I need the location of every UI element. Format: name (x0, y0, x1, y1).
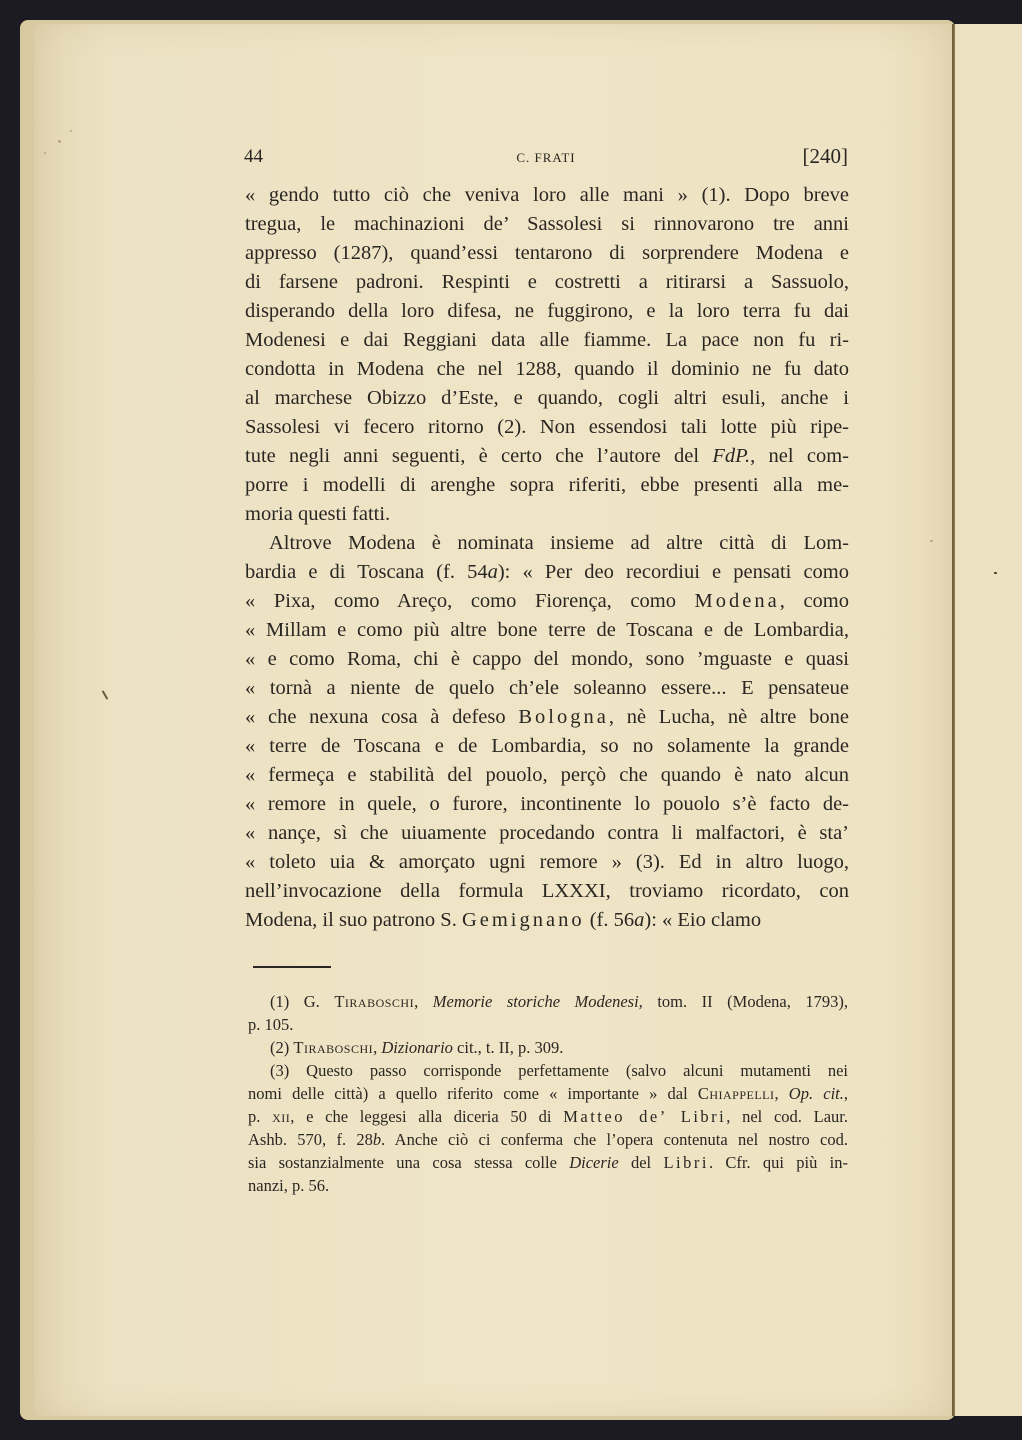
text-line: di farsene padroni. Respinti e costretti a ritirarsi a Sassuolo, (245, 271, 849, 293)
text-line: tute negli anni seguenti, è certo che l’autore del FdP., nel com- (245, 445, 849, 467)
text-line: « Pixa, como Areço, como Fiorença, como Modena, como (245, 590, 849, 612)
text-line: « tornà a niente de quelo ch’ele soleanno essere... E pensateue (245, 677, 849, 699)
original-page-number: [240] (802, 144, 848, 168)
footnote-line: p. xii, e che leggesi alla diceria 50 di Matteo de’ Libri, nel cod. Laur. (248, 1107, 849, 1126)
text-line: « Millam e como più altre bone terre de Toscana e de Lombardia, (245, 619, 849, 641)
text-line: tregua, le machinazioni de’ Sassolesi si rinnovarono tre anni (245, 213, 849, 235)
footnotes (248, 990, 848, 1197)
text-line: « toleto uia & amorçato ugni remore » (3). Ed in altro luogo, (245, 851, 849, 873)
footnote-line: p. 105. (248, 1015, 294, 1034)
footnote-line: Ashb. 570, f. 28b. Anche ciò ci conferma che l’opera contenuta nel nostro cod. (248, 1130, 848, 1149)
running-head (244, 146, 848, 176)
text-line: nell’invocazione della formula LXXXI, troviamo ricordato, con (245, 880, 849, 902)
footnote-line: nomi delle città) a quello riferito come « importante » dal Chiappelli, Op. cit., (248, 1084, 848, 1103)
text-line: « fermeça e stabilità del pouolo, perçò che quando è nato alcun (245, 764, 849, 786)
text-line: Altrove Modena è nominata insieme ad altre città di Lom- (269, 532, 849, 554)
text-line: al marchese Obizzo d’Este, e quando, cogli altri esuli, anche i (245, 387, 849, 409)
text-line: « remore in quele, o furore, incontinente lo pouolo s’è facto de- (245, 793, 849, 815)
main-text (245, 181, 849, 935)
text-line: « gendo tutto ciò che veniva loro alle mani » (1). Dopo breve (245, 184, 849, 206)
footnote-line: (1) G. Tiraboschi, Memorie storiche Modenesi, tom. II (Modena, 1793), (270, 992, 849, 1011)
footnote-line: sia sostanzialmente una cosa stessa colle Dicerie del Libri. Cfr. qui più in- (248, 1153, 848, 1172)
footnote-line: nanzi, p. 56. (248, 1176, 330, 1195)
text-line: Sassolesi vi fecero ritorno (2). Non essendosi tali lotte più ripe- (245, 416, 849, 438)
binding-gutter-line (952, 24, 955, 1416)
running-head-author: C. FRATI (516, 150, 576, 165)
text-line: moria questi fatti. (245, 503, 391, 525)
text-line: bardia e di Toscana (f. 54a): « Per deo recordiui e pensati como (245, 561, 849, 583)
text-line: Modenesi e dai Reggiani data alle fiamme. La pace non fu ri- (245, 329, 849, 351)
text-line: Modena, il suo patrono S. Gemignano (f. 56a): « Eio clamo (245, 909, 762, 931)
facing-page-edge (952, 24, 1022, 1416)
text-line: disperando della loro difesa, ne fuggirono, e la loro terra fu dai (245, 300, 849, 322)
text-line: porre i modelli di arenghe sopra riferiti, ebbe presenti alla me- (245, 474, 849, 496)
page-number: 44 (244, 146, 263, 167)
text-line: « e como Roma, chi è cappo del mondo, sono ’mguaste e quasi (245, 648, 849, 670)
text-line: condotta in Modena che nel 1288, quando il dominio ne fu dato (245, 358, 849, 380)
footnote-line: (2) Tiraboschi, Dizionario cit., t. II, p. 309. (270, 1038, 564, 1057)
text-line: « che nexuna cosa à defeso Bologna, nè Lucha, nè altre bone (245, 706, 849, 728)
text-line: « terre de Toscana e de Lombardia, so no solamente la grande (245, 735, 849, 757)
footnote-line: (3) Questo passo corrisponde perfettamente (salvo alcuni mutamenti nei (270, 1061, 848, 1080)
text-line: appresso (1287), quand’essi tentarono di sorprendere Modena e (245, 242, 849, 264)
footnote-divider (253, 966, 331, 968)
text-line: « nançe, sì che uiuamente procedando contra li malfactori, è sta’ (245, 822, 849, 844)
